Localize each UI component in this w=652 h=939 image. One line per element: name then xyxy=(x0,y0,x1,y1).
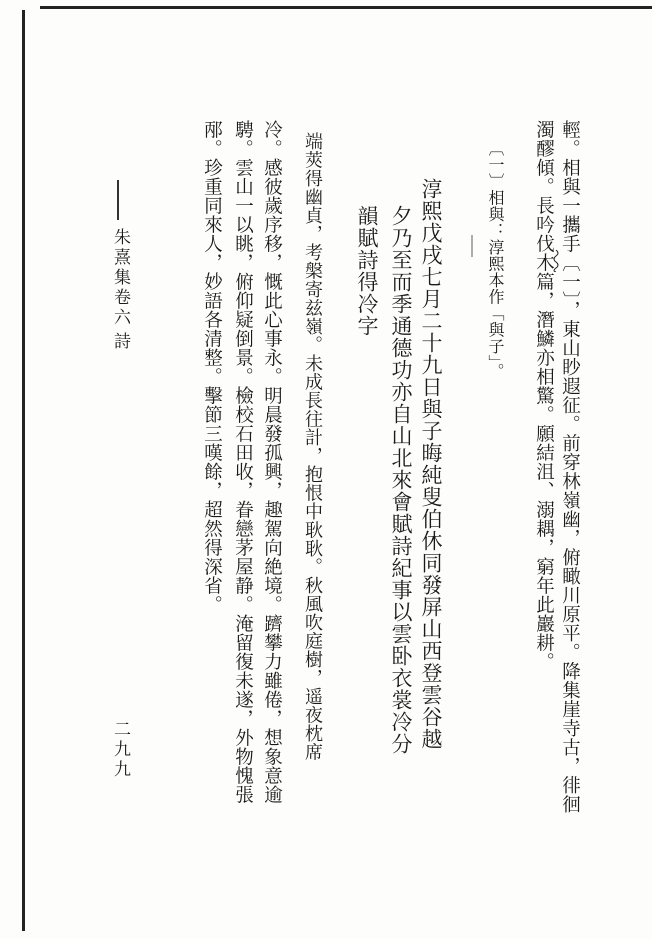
margin-rule xyxy=(117,180,119,220)
poem-column-4: 邴。珍重同來人，妙語各清整。擊節三嘆餘，超然得深省。 xyxy=(201,120,223,614)
left-border-line xyxy=(22,10,25,931)
poem-title-column-3: 韻賦詩得冷字 xyxy=(355,205,379,337)
text-column-1: 輕。相與一攜手〔一〕，東山眇遐征。前穿林嶺幽，俯瞰川原平。降集崖寺古，徘徊 xyxy=(559,120,581,814)
poem-title-column-2: 夕乃至而季通德功亦自山北來會賦詩紀事以雲卧衣裳冷分 xyxy=(389,205,413,755)
poem-title-column-1: 淳熙戊戌七月二十九日與子晦純叟伯休同發屏山西登雲谷越 xyxy=(419,178,443,750)
top-border-line xyxy=(40,6,652,9)
running-head-book-title: 朱熹集卷六 xyxy=(110,228,130,328)
poem-column-1: 端莢得幽貞，考槃寄兹嶺。未成長往計，抱恨中耿耿。秋風吹庭樹，遥夜枕席 xyxy=(302,132,323,761)
poem-column-3: 騁。雲山一以眺，俯仰疑倒景。檢校石田收，眷戀茅屋静。淹留復未遂，外物愧張 xyxy=(232,120,254,804)
page-number: 二九九 xyxy=(110,720,130,780)
proper-name-underline-mark xyxy=(470,235,474,257)
text-column-2: 濁醪傾。長吟伐木篇，潛鱗亦相驚。願結沮、溺耦，窮年此巖耕。 xyxy=(533,120,555,671)
footnote-column: 〔一〕相與：淳熙本作「與子」。 xyxy=(486,140,505,380)
running-head-section: 詩 xyxy=(110,332,130,352)
proper-name-wavy-mark xyxy=(552,250,560,272)
poem-column-2: 冷。感彼歲序移，慨此心事永。明晨發孤興，趣駕向絶境。躋攀力雖倦，想象意逾 xyxy=(261,120,283,804)
